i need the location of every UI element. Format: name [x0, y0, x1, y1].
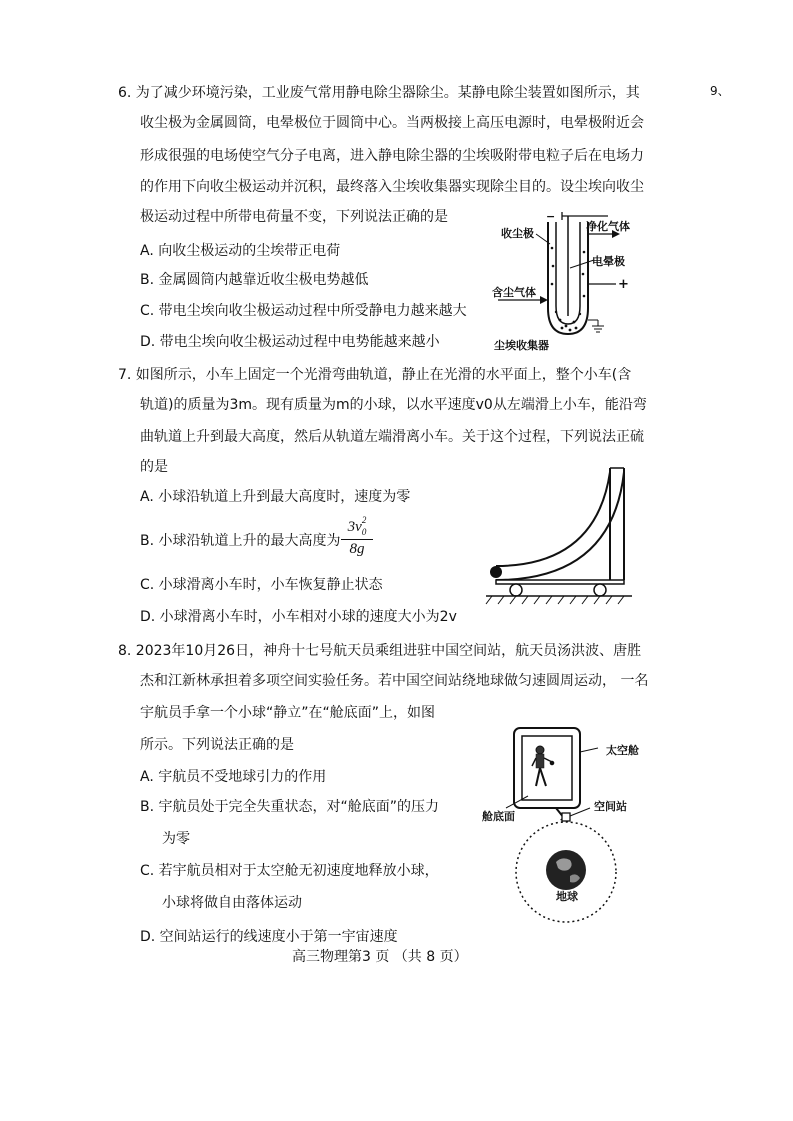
q8-option-b-cont: 为零	[162, 831, 190, 847]
corona-label: 电晕极	[592, 255, 625, 268]
collector-label: 收尘极	[501, 227, 534, 240]
q8-option-c: C. 若宇航员相对于太空舱无初速度地释放小球，	[140, 863, 439, 879]
q7-option-b: B. 小球沿轨道上升的最大高度为	[140, 533, 341, 549]
q8-option-c-cont: 小球将做自由落体运动	[162, 895, 302, 911]
q7-option-a: A. 小球沿轨道上升到最大高度时，速度为零	[140, 489, 411, 505]
q7-stem-line: 7. 如图所示，小车上固定一个光滑弯曲轨道，静止在光滑的水平面上，整个小车(含	[118, 367, 632, 383]
q8-option-d: D. 空间站运行的线速度小于第一宇宙速度	[140, 929, 398, 945]
q6-option-b: B. 金属圆筒内越靠近收尘极电势越低	[140, 272, 369, 288]
q8-stem-line: 所示。下列说法正确的是	[140, 737, 294, 753]
station-label: 空间站	[594, 800, 627, 813]
q8-option-a: A. 宇航员不受地球引力的作用	[140, 769, 327, 785]
q6-option-d: D. 带电尘埃向收尘极运动过程中电势能越来越小	[140, 334, 440, 350]
capsule-label: 太空舱	[606, 744, 639, 757]
q7-stem-line: 轨道)的质量为3m。现有质量为m的小球，以水平速度v0从左端滑上小车，能沿弯	[140, 397, 647, 413]
formula-sup: 2	[361, 515, 367, 525]
earth-label: 地球	[556, 890, 578, 903]
dusty-gas-label: 含尘气体	[492, 286, 536, 299]
minus-terminal: −	[546, 210, 556, 223]
q8-stem-line: 杰和江新林承担着多项空间实验任务。若中国空间站绕地球做匀速圆周运动， 一名	[140, 673, 649, 689]
floor-label: 舱底面	[482, 810, 515, 823]
q7-option-c: C. 小球滑离小车时，小车恢复静止状态	[140, 577, 383, 593]
q7-option-d: D. 小球滑离小车时，小车相对小球的速度大小为2v	[140, 609, 457, 625]
clean-gas-label: 净化气体	[586, 220, 630, 233]
formula-numerator: 3v	[347, 519, 362, 535]
q7-stem-line: 曲轨道上升到最大高度，然后从轨道左端滑离小车。关于这个过程，下列说法正硫	[140, 429, 644, 445]
q6-stem-line: 极运动过程中所带电荷量不变，下列说法正确的是	[140, 209, 448, 225]
q6-stem-line: 收尘极为金属圆筒，电晕极位于圆筒中心。当两极接上高压电源时，电晕极附近会	[140, 115, 644, 131]
formula-sub: 0	[361, 527, 367, 537]
q7-stem-line: 的是	[140, 459, 168, 475]
q8-stem-line: 8. 2023年10月26日，神舟十七号航天员乘组进驻中国空间站，航天员汤洪波、唐胜	[118, 643, 642, 659]
plus-terminal: +	[618, 277, 629, 292]
formula-denominator: 8g	[349, 541, 365, 557]
max-height-formula	[340, 515, 374, 563]
q6-stem-line: 的作用下向收尘极运动并沉积，最终落入尘埃收集器实现除尘目的。设尘埃向收尘	[140, 179, 644, 195]
q8-option-b: B. 宇航员处于完全失重状态，对“舱底面”的压力	[140, 799, 440, 815]
page-mark: 9、	[710, 84, 730, 98]
dust-bin-label: 尘埃收集器	[494, 339, 549, 352]
q6-stem-line: 6. 为了减少环境污染，工业废气常用静电除尘器除尘。某静电除尘装置如图所示，其	[118, 85, 640, 101]
q6-option-a: A. 向收尘极运动的尘埃带正电荷	[140, 243, 341, 259]
cart-track-diagram	[484, 462, 634, 610]
q6-option-c: C. 带电尘埃向收尘极运动过程中所受静电力越来越大	[140, 303, 467, 319]
q6-stem-line: 形成很强的电场使空气分子电离，进入静电除尘器的尘埃吸附带电粒子后在电场力	[140, 148, 644, 164]
q8-stem-line: 宇航员手拿一个小球“静立”在“舱底面”上，如图	[140, 705, 436, 721]
page-footer: 高三物理第3 页 （共 8 页）	[292, 949, 468, 965]
